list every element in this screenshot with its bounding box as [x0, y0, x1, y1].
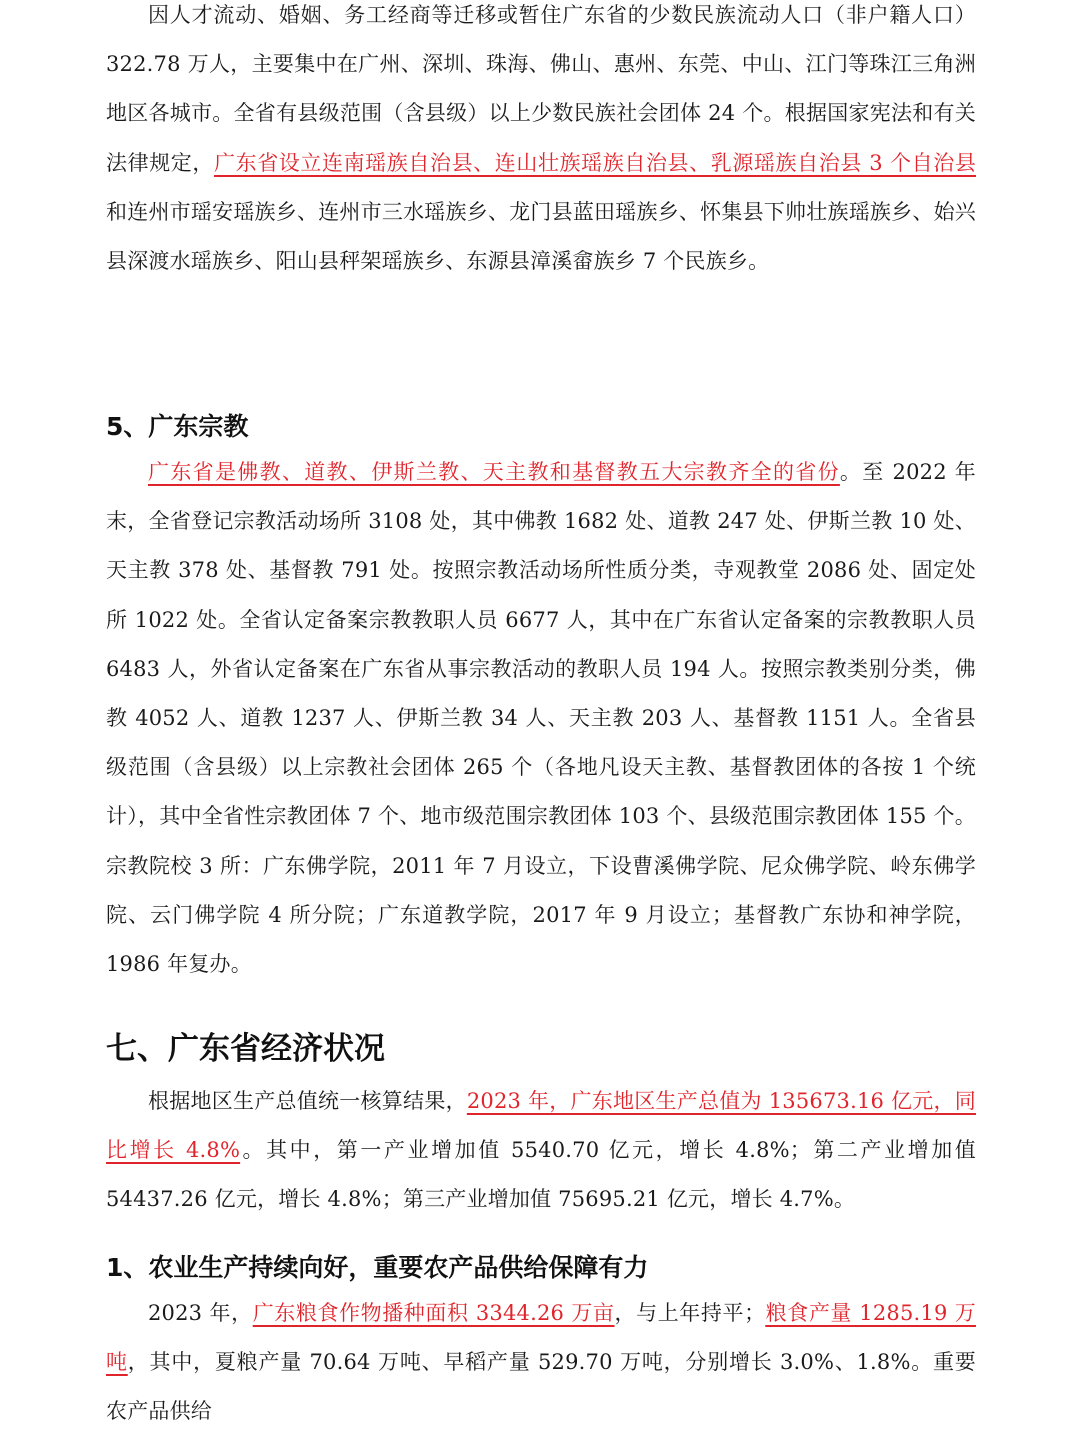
economy-highlight-gdp: 2023 年，广东地区生产总值为 135673.16 亿元，同比增长 4.8%: [106, 1089, 976, 1163]
minority-highlight-autonomous-counties: 广东省设立连南瑶族自治县、连山壮族瑶族自治县、乳源瑶族自治县 3 个自治县: [214, 150, 977, 175]
religion-heading: 5、广东宗教: [106, 412, 249, 441]
religion-text-1: 。至 2022 年末，全省登记宗教活动场所 3108 处，其中佛教 1682 处、道教 247 处、伊斯兰教 10 处、天主教 378 处、基督教 791 处。按照宗教活动场所性质分类，寺观教堂 2086 处、固定处所 1022 处。全省认定备案宗教教职人员 6677 人，其中在广东省认定备案的宗教教职人员 6483 人，外省认定备案在广东省从事宗教活动的教职人员 194 人。按照宗教类别分类，佛教 4052 人、道教 1237 人、伊斯兰教 34 人、天主教 203 人、基督教 1151 人。全省县级范围（含县级）以上宗教社会团体 265 个（各地凡设天主教、基督教团体的各按 1 个统计），其中全省性宗教团体 7 个、地市级范围宗教团体 103 个、县级范围宗教团体 155 个。宗教院校 3 所：广东佛学院，2011 年 7 月设立，下设曹溪佛学院、尼众佛学院、岭东佛学院、云门佛学院 4 所分院；广东道教学院，2017 年 9 月设立；基督教广东协和神学院，1986 年复办。: [106, 460, 976, 977]
agriculture-text-3: ，其中，夏粮产量 70.64 万吨、早稻产量 529.70 万吨，分别增长 3.0%、1.8%。重要农产品供给: [106, 1350, 976, 1424]
religion-paragraph: [106, 448, 976, 989]
agriculture-highlight-grain-output: 粮食产量 1285.19 万吨: [106, 1301, 976, 1375]
minority-paragraph: [106, 0, 976, 286]
economy-text-2: 。其中，第一产业增加值 5540.70 亿元，增长 4.8%；第二产业增加值 54437.26 亿元，增长 4.8%；第三产业增加值 75695.21 亿元，增长 4.7%。: [106, 1138, 976, 1212]
minority-text-1: 因人才流动、婚姻、务工经商等迁移或暂住广东省的少数民族流动人口（非户籍人口）322.78 万人，主要集中在广州、深圳、珠海、佛山、惠州、东莞、中山、江门等珠江三角洲地区各城市。全省有县级范围（含县级）以上少数民族社会团体 24 个。根据国家宪法和有关法律规定，: [106, 3, 976, 175]
agriculture-text-1: 2023 年，: [148, 1301, 253, 1325]
religion-highlight-five-religions: 广东省是佛教、道教、伊斯兰教、天主教和基督教五大宗教齐全的省份: [148, 460, 840, 484]
agriculture-paragraph: [106, 1289, 976, 1437]
economy-heading: 七、广东省经济状况: [106, 1031, 385, 1067]
agriculture-highlight-sown-area: 广东粮食作物播种面积 3344.26 万亩: [252, 1301, 615, 1325]
agriculture-text-2: ，与上年持平；: [614, 1301, 766, 1325]
economy-paragraph: [106, 1077, 976, 1225]
minority-text-2: 和连州市瑶安瑶族乡、连州市三水瑶族乡、龙门县蓝田瑶族乡、怀集县下帅壮族瑶族乡、始兴县深渡水瑶族乡、阳山县秤架瑶族乡、东源县漳溪畲族乡 7 个民族乡。: [106, 199, 976, 274]
economy-text-1: 根据地区生产总值统一核算结果，: [148, 1089, 467, 1113]
agriculture-heading: 1、农业生产持续向好，重要农产品供给保障有力: [106, 1253, 649, 1282]
